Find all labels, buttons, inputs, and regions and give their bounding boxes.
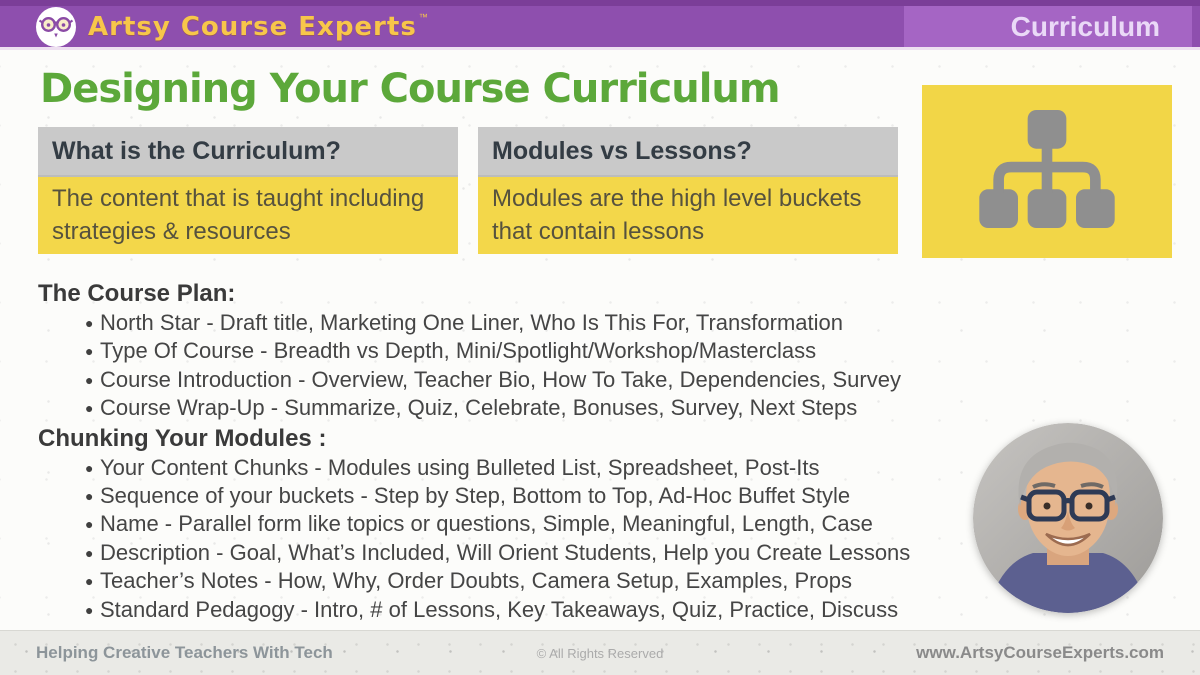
trademark-symbol: ™	[418, 12, 428, 22]
card-modules-vs-lessons	[478, 127, 898, 254]
content-lists	[38, 278, 990, 624]
bullet-item: ● North Star - Draft title, Marketing One Liner, Who Is This For, Transformation	[38, 309, 990, 337]
card-what-is-curriculum	[38, 127, 458, 254]
chunking-modules-list	[38, 454, 990, 624]
page-label-tab	[904, 6, 1192, 47]
footer-website: www.ArtsyCourseExperts.com	[916, 643, 1164, 662]
footer	[0, 630, 1200, 675]
bullet-item: ● Description - Goal, What’s Included, Will Orient Students, Help you Create Lessons	[38, 539, 990, 567]
bullet-item: ● Your Content Chunks - Modules using Bulleted List, Spreadsheet, Post-Its	[38, 454, 990, 482]
sitemap-icon	[979, 110, 1115, 233]
card-question: Modules vs Lessons?	[478, 127, 898, 177]
bullet-item: ● Standard Pedagogy - Intro, # of Lessons, Key Takeaways, Quiz, Practice, Discuss	[38, 596, 990, 624]
sitemap-tile	[922, 85, 1172, 258]
card-answer: Modules are the high level buckets that contain lessons	[478, 177, 898, 254]
footer-copyright: © All Rights Reserved	[536, 645, 664, 661]
owl-glasses-icon	[36, 7, 76, 47]
bullet-item: ● Sequence of your buckets - Step by Step, Bottom to Top, Ad-Hoc Buffet Style	[38, 482, 990, 510]
section-heading-course-plan: The Course Plan:	[38, 280, 236, 307]
section-heading-chunking-modules: Chunking Your Modules :	[38, 424, 327, 452]
card-question: What is the Curriculum?	[38, 127, 458, 177]
slide-title: Designing Your Course Curriculum	[40, 66, 780, 112]
presenter-photo	[973, 423, 1163, 613]
card-answer: The content that is taught including strategies & resources	[38, 177, 458, 254]
course-plan-list	[38, 309, 990, 423]
bullet-item: ● Type Of Course - Breadth vs Depth, Mini/Spotlight/Workshop/Masterclass	[38, 337, 990, 365]
bullet-item: ● Name - Parallel form like topics or questions, Simple, Meaningful, Length, Case	[38, 510, 990, 538]
bullet-item: ● Course Wrap-Up - Summarize, Quiz, Celebrate, Bonuses, Survey, Next Steps	[38, 394, 990, 422]
page-label: Curriculum	[1010, 10, 1160, 42]
brand-name: Artsy Course Experts	[88, 11, 417, 42]
bullet-item: ● Teacher’s Notes - How, Why, Order Doubts, Camera Setup, Examples, Props	[38, 567, 990, 595]
brand-logo	[36, 6, 428, 47]
bullet-item: ● Course Introduction - Overview, Teacher Bio, How To Take, Dependencies, Survey	[38, 366, 990, 394]
footer-tagline: Helping Creative Teachers With Tech	[36, 643, 333, 662]
top-bar	[0, 0, 1200, 50]
